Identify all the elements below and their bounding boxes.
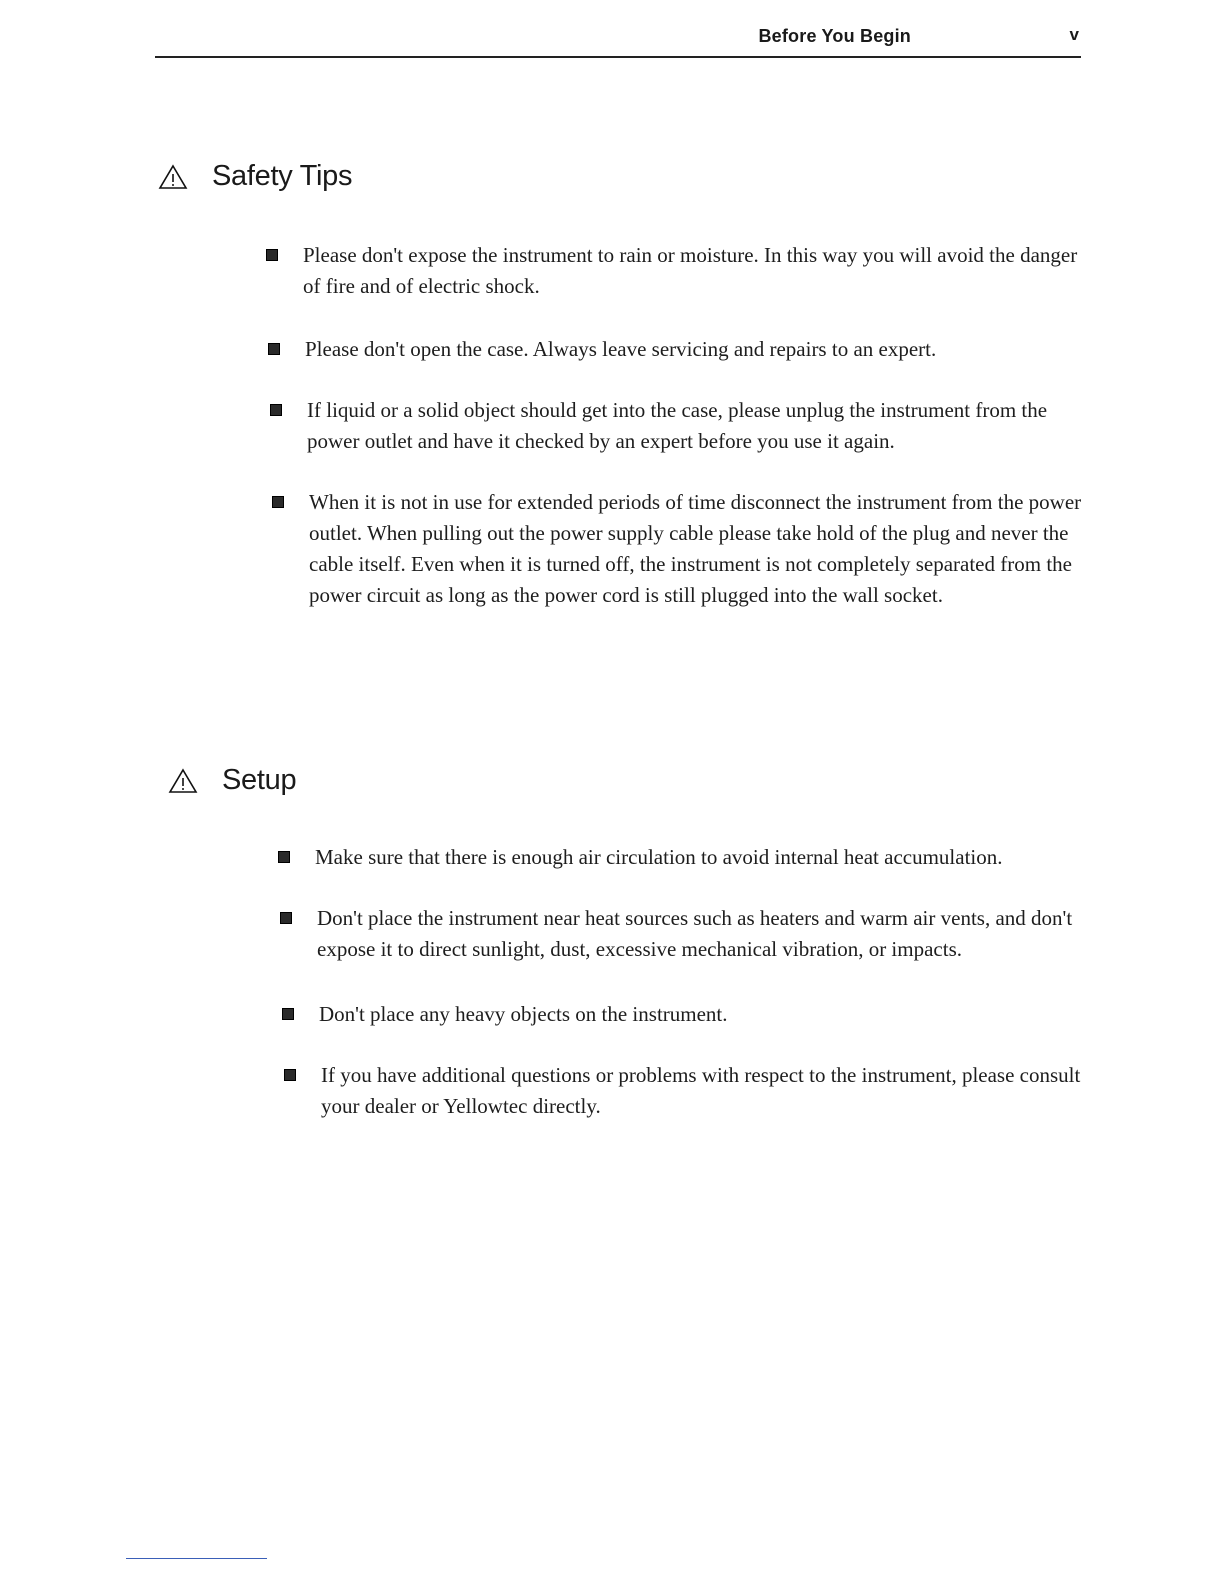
square-bullet-icon xyxy=(280,912,292,924)
list-item-text: Make sure that there is enough air circulation to avoid internal heat accumulation. xyxy=(315,845,1003,869)
square-bullet-icon xyxy=(282,1008,294,1020)
section-heading-setup xyxy=(168,764,296,797)
list-item xyxy=(272,487,1090,611)
warning-triangle-icon xyxy=(158,164,188,190)
list-item-text: Don't place any heavy objects on the instrument. xyxy=(319,1002,728,1026)
page-number: v xyxy=(1069,25,1079,44)
section-title-setup: Setup xyxy=(222,764,297,796)
square-bullet-icon xyxy=(270,404,282,416)
list-item-text: If you have additional questions or problems with respect to the instrument, please consult your dealer or Yellowtec directly. xyxy=(321,1063,1081,1118)
list-item xyxy=(278,842,1078,873)
square-bullet-icon xyxy=(284,1069,296,1081)
list-item-text: If liquid or a solid object should get into the case, please unplug the instrument from the power outlet and have it checked by an expert before you use it again. xyxy=(307,398,1048,453)
warning-triangle-icon xyxy=(168,768,198,794)
list-item-text: Please don't expose the instrument to rain or moisture. In this way you will avoid the danger of fire and of electric shock. xyxy=(303,243,1078,298)
list-item-text: When it is not in use for extended periods of time disconnect the instrument from the power outlet. When pulling out the power supply cable please take hold of the plug and never the cable itself. Even when it is turned off, the instrument is not completely separated from the power circuit as long as the power cord is still plugged into the wall socket. xyxy=(309,490,1082,607)
list-item xyxy=(280,903,1086,965)
square-bullet-icon xyxy=(266,249,278,261)
footer-rule xyxy=(126,1558,267,1559)
list-item xyxy=(270,395,1081,457)
header-title: Before You Begin xyxy=(758,26,911,46)
page-header xyxy=(155,20,1081,58)
list-item xyxy=(266,240,1081,302)
list-item xyxy=(268,334,1081,365)
square-bullet-icon xyxy=(272,496,284,508)
list-item-text: Please don't open the case. Always leave servicing and repairs to an expert. xyxy=(305,337,937,361)
square-bullet-icon xyxy=(278,851,290,863)
section-title-safety: Safety Tips xyxy=(212,160,353,192)
square-bullet-icon xyxy=(268,343,280,355)
list-item xyxy=(284,1060,1084,1122)
section-heading-safety xyxy=(158,160,352,193)
list-item-text: Don't place the instrument near heat sources such as heaters and warm air vents, and don't expose it to direct sunlight, dust, excessive mechanical vibration, or impacts. xyxy=(317,906,1073,961)
list-item xyxy=(282,999,1072,1030)
